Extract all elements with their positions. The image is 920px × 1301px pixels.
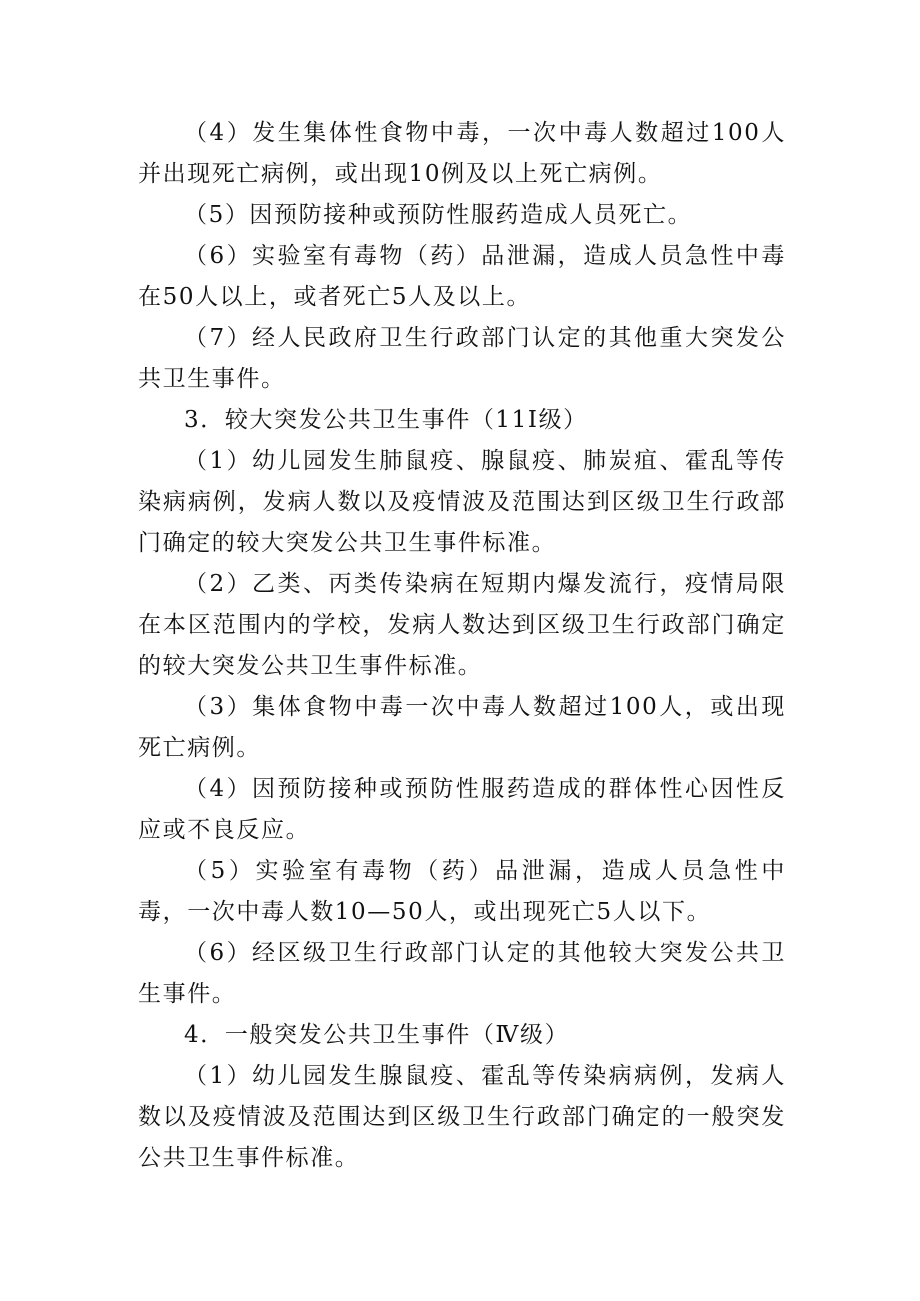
paragraph-level3-item-3-food-poisoning: （3）集体食物中毒一次中毒人数超过100人，或出现死亡病例。 xyxy=(138,694,786,761)
paragraph-level3-item-5-lab-leak: （5）实验室有毒物（药）品泄漏，造成人员急性中毒，一次中毒人数10—50人，或出现死亡5人以下。 xyxy=(138,858,786,925)
section-heading-level-4: 4．一般突发公共卫生事件（Ⅳ级） xyxy=(184,1022,570,1048)
section-heading-level-3: 3．较大突发公共卫生事件（11I级） xyxy=(184,407,588,433)
paragraph-item-5-vaccination-death: （5）因预防接种或预防性服药造成人员死亡。 xyxy=(184,202,693,228)
paragraph-level3-item-4-vaccination-reaction: （4）因预防接种或预防性服药造成的群体性心因性反应或不良反应。 xyxy=(138,776,786,843)
paragraph-item-6-lab-leak-major: （6）实验室有毒物（药）品泄漏，造成人员急性中毒在50人以上，或者死亡5人及以上。 xyxy=(138,243,786,310)
paragraph-item-4-major-food-poisoning: （4）发生集体性食物中毒，一次中毒人数超过100人并出现死亡病例，或出现10例及以上死亡病例。 xyxy=(138,120,786,187)
paragraph-level3-item-6-other: （6）经区级卫生行政部门认定的其他较大突发公共卫生事件。 xyxy=(138,940,786,1007)
paragraph-level3-item-1-plague: （1）幼儿园发生肺鼠疫、腺鼠疫、肺炭疽、霍乱等传染病病例，发病人数以及疫情波及范围达到区级卫生行政部门确定的较大突发公共卫生事件标准。 xyxy=(138,448,786,556)
paragraph-item-7-other-major: （7）经人民政府卫生行政部门认定的其他重大突发公共卫生事件。 xyxy=(138,325,786,392)
paragraph-level4-item-1-plague: （1）幼儿园发生腺鼠疫、霍乱等传染病病例，发病人数以及疫情波及范围达到区级卫生行政部门确定的一般突发公共卫生事件标准。 xyxy=(138,1063,786,1171)
paragraph-level3-item-2-outbreak: （2）乙类、丙类传染病在短期内爆发流行，疫情局限在本区范围内的学校，发病人数达到区级卫生行政部门确定的较大突发公共卫生事件标准。 xyxy=(138,571,786,679)
